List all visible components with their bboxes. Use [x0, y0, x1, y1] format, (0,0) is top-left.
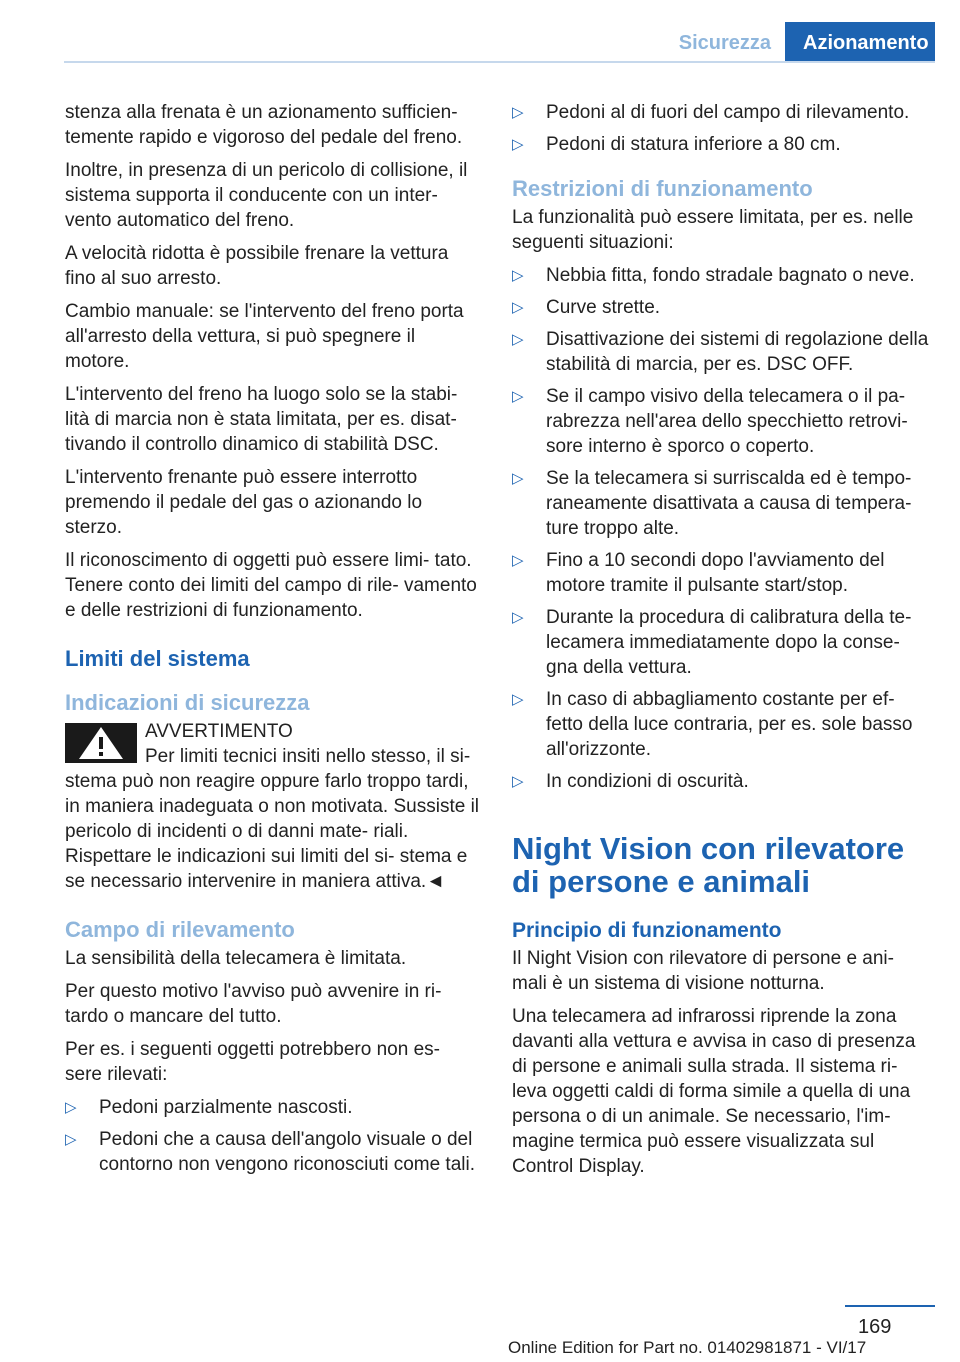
heading-restrictions: Restrizioni di funzionamento — [512, 176, 813, 201]
triangle-bullet-icon: ▷ — [512, 299, 524, 316]
right-column — [512, 100, 932, 1187]
warning-title: AVVERTIMENTO — [145, 721, 293, 742]
triangle-bullet-icon: ▷ — [512, 773, 524, 790]
warning-box — [65, 719, 480, 894]
list-item: ▷ Pedoni che a causa dell'angolo visuale o del contorno non vengono riconosciuti come tali. — [65, 1129, 476, 1175]
bullet-list — [512, 263, 932, 794]
paragraph: La sensibilità della telecamera è limitata. — [65, 948, 407, 969]
triangle-bullet-icon: ▷ — [512, 104, 524, 121]
paragraph: L'intervento del freno ha luogo solo se la stabi‐ lità di marcia non è stata limitata, per es. disat‐ tivando il controllo dinamico di stabilità DSC. — [65, 384, 458, 455]
bullet-list — [512, 100, 932, 157]
header-chapter: Azionamento — [785, 22, 935, 62]
heading-safety-notes: Indicazioni di sicurezza — [65, 690, 310, 715]
paragraph: Inoltre, in presenza di un pericolo di collisione, il sistema supporta il conducente con un inter‐ vento automatico del freno. — [65, 160, 468, 231]
warning-text-first: Per limiti tecnici insiti nello stesso, il si‐ — [145, 746, 471, 767]
heading-operating-principle: Principio di funzionamento — [512, 919, 782, 942]
edition-note: Online Edition for Part no. 01402981871 - VI/17 — [508, 1338, 867, 1357]
list-item: ▷ Fino a 10 secondi dopo l'avviamento del motore tramite il pulsante start/stop. — [512, 550, 885, 596]
list-item: ▷ Nebbia fitta, fondo stradale bagnato o neve. — [512, 265, 915, 286]
heading-detection-range: Campo di rilevamento — [65, 917, 295, 942]
paragraph: Per es. i seguenti oggetti potrebbero non es‐ sere rilevati: — [65, 1039, 440, 1085]
triangle-bullet-icon: ▷ — [65, 1131, 77, 1148]
list-item: ▷ Durante la procedura di calibratura della te‐ lecamera immediatamente dopo la conse‐ gna della vettura. — [512, 607, 912, 678]
heading-night-vision: Night Vision con rilevatore di persone e animali — [512, 831, 905, 899]
triangle-bullet-icon: ▷ — [512, 470, 524, 487]
triangle-bullet-icon: ▷ — [512, 609, 524, 626]
paragraph: Il Night Vision con rilevatore di persone e ani‐ mali è un sistema di visione notturna. — [512, 948, 894, 994]
left-column — [65, 100, 480, 1184]
paragraph: Il riconoscimento di oggetti può essere limi‐ tato. Tenere conto dei limiti del campo di rile‐ vamento e delle restrizioni di funzionamento. — [65, 550, 477, 621]
paragraph: A velocità ridotta è possibile frenare la vettura fino al suo arresto. — [65, 243, 449, 289]
list-item: ▷ Se la telecamera si surriscalda ed è tempo‐ raneamente disattivata a causa di tempera‐ ture troppo alte. — [512, 468, 912, 539]
triangle-bullet-icon: ▷ — [512, 691, 524, 708]
triangle-bullet-icon: ▷ — [512, 136, 524, 153]
paragraph: La funzionalità può essere limitata, per es. nelle seguenti situazioni: — [512, 207, 914, 253]
paragraph: Cambio manuale: se l'intervento del freno porta all'arresto della vettura, si può spegnere il motore. — [65, 301, 464, 372]
paragraph: L'intervento frenante può essere interrotto premendo il pedale del gas o azionando lo sterzo. — [65, 467, 423, 538]
list-item: ▷ Pedoni di statura inferiore a 80 cm. — [512, 134, 841, 155]
triangle-bullet-icon: ▷ — [65, 1099, 77, 1116]
warning-triangle-icon — [65, 723, 137, 763]
list-item: ▷ Pedoni parzialmente nascosti. — [65, 1097, 353, 1118]
paragraph: stenza alla frenata è un azionamento sufficien‐ temente rapido e vigoroso del pedale del freno. — [65, 102, 463, 148]
list-item: ▷ Disattivazione dei sistemi di regolazione della stabilità di marcia, per es. DSC OFF. — [512, 329, 929, 375]
warning-text: stema può non reagire oppure farlo troppo tardi, in maniera inadeguata o non motivata. Sussiste il pericolo di incidenti o di danni mate‐ riali. Rispettare le indicazioni sui limiti del si‐ stema e se necessario intervenire in maniera attiva.◄ — [65, 771, 480, 892]
bullet-list — [65, 1095, 480, 1177]
list-item: ▷ Se il campo visivo della telecamera o il pa‐ rabrezza nell'area dello specchietto retrovi‐ sore interno è sporco o coperto. — [512, 386, 908, 457]
list-item: ▷ Curve strette. — [512, 297, 661, 318]
footer-divider — [845, 1305, 935, 1307]
header-section: Sicurezza — [678, 32, 771, 54]
paragraph: Per questo motivo l'avviso può avvenire in ri‐ tardo o mancare del tutto. — [65, 981, 442, 1027]
header-divider — [64, 61, 935, 63]
page-number: 169 — [858, 1316, 892, 1338]
page-header — [679, 22, 935, 62]
list-item: ▷ In condizioni di oscurità. — [512, 771, 749, 792]
triangle-bullet-icon: ▷ — [512, 267, 524, 284]
triangle-bullet-icon: ▷ — [512, 552, 524, 569]
heading-system-limits: Limiti del sistema — [65, 646, 250, 671]
paragraph: Una telecamera ad infrarossi riprende la zona davanti alla vettura e avvisa in caso di presenza di persone e animali sulla strada. Il sistema ri‐ leva oggetti caldi di forma simile a quella di una persona o di un animale. Se necessario, l'im‐ magine termica può essere visualizzata sul Control Display. — [512, 1006, 916, 1177]
list-item: ▷ Pedoni al di fuori del campo di rilevamento. — [512, 102, 910, 123]
triangle-bullet-icon: ▷ — [512, 388, 524, 405]
triangle-bullet-icon: ▷ — [512, 331, 524, 348]
list-item: ▷ In caso di abbagliamento costante per ef‐ fetto della luce contraria, per es. sole basso all'orizzonte. — [512, 689, 913, 760]
